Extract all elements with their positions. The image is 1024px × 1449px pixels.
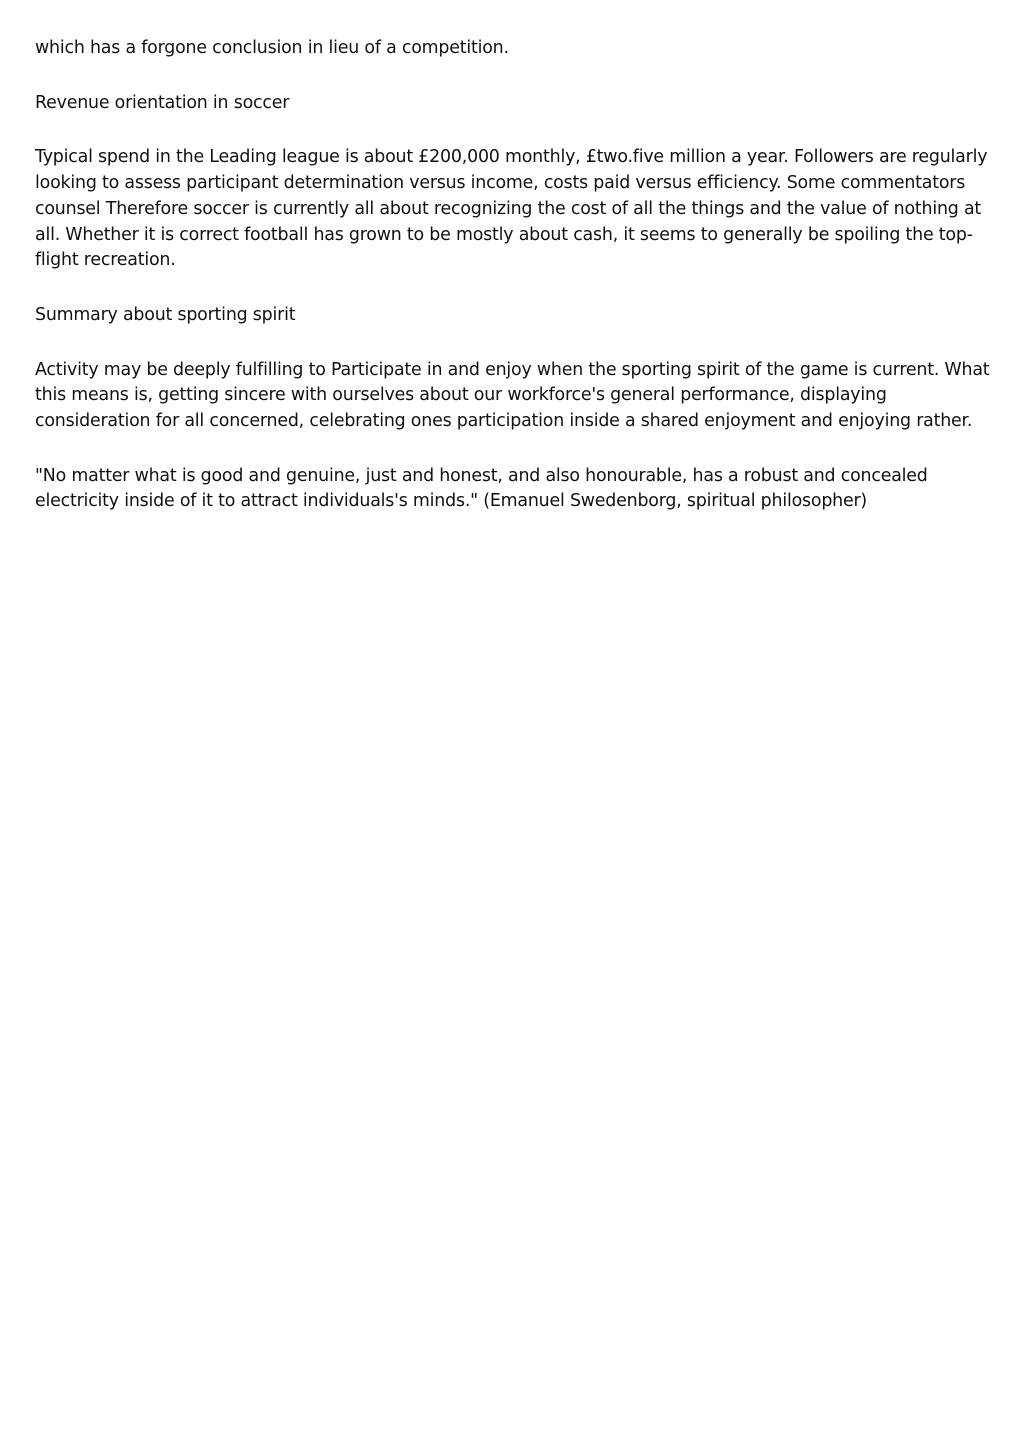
quote-paragraph: "No matter what is good and genuine, just and honest, and also honourable, has a robust and concealed electricity inside of it to attract individuals's minds." (Emanuel Swedenborg, spiritual philosopher) xyxy=(35,465,928,512)
paragraph-sporting-spirit: Activity may be deeply fulfilling to Participate in and enjoy when the sporting spirit of the game is current. What this means is, getting sincere with ourselves about our workforce's general performance, displaying consideration for all concerned, celebrating ones participation inside a shared enjoyment and enjoying rather. xyxy=(35,359,990,432)
section-heading-sporting-spirit: Summary about sporting spirit xyxy=(35,304,296,325)
document-page xyxy=(35,36,995,544)
paragraph-continuation: which has a forgone conclusion in lieu of a competition. xyxy=(35,38,509,58)
paragraph-revenue: Typical spend in the Leading league is about £200,000 monthly, £two.five million a year. Followers are regularly looking to assess participant determination versus income, costs paid versus efficiency. Some commentators counsel Therefore soccer is currently all about recognizing the cost of all the things and the value of nothing at all. Whether it is correct football has grown to be mostly about cash, it seems to generally be spoiling the top-flight recreation. xyxy=(35,147,988,271)
section-heading-revenue: Revenue orientation in soccer xyxy=(35,92,290,113)
